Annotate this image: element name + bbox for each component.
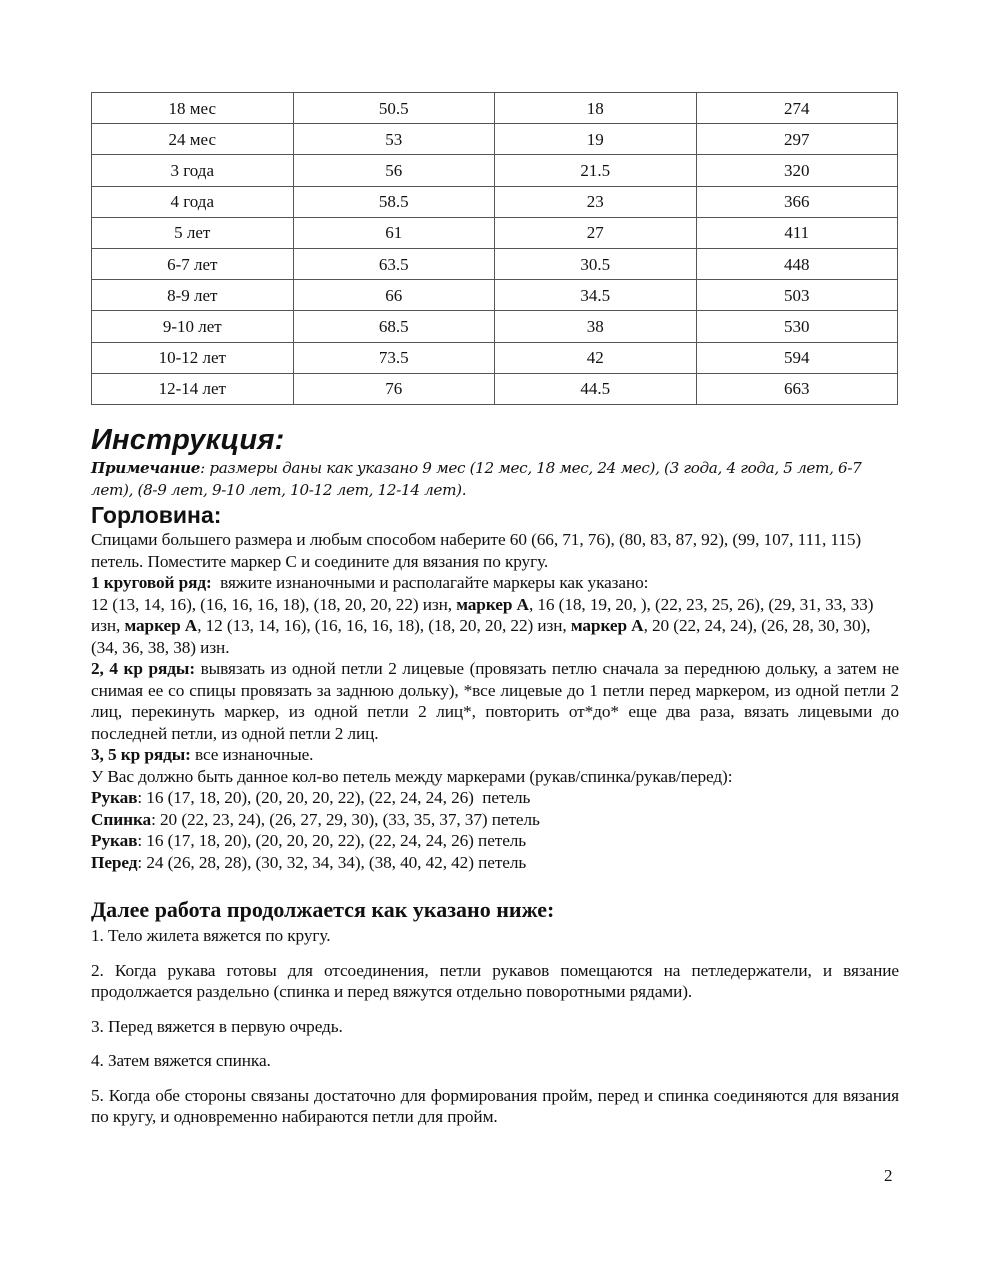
table-cell: 27 [495, 217, 697, 248]
table-cell: 24 мес [92, 124, 294, 155]
table-row [92, 124, 898, 155]
stitch-count-label: Перед [91, 852, 138, 872]
table-cell: 53 [293, 124, 495, 155]
stitch-count-label: Спинка [91, 809, 152, 829]
next-steps-title: Далее работа продолжается как указано ниже: [91, 897, 555, 922]
marker-a-label: маркер А [456, 594, 529, 614]
table-cell: 73.5 [293, 342, 495, 373]
table-row [92, 373, 898, 404]
table-cell: 594 [696, 342, 898, 373]
stitch-count-line [91, 852, 899, 874]
table-cell: 12-14 лет [92, 373, 294, 404]
table-cell: 3 года [92, 155, 294, 186]
table-cell: 76 [293, 373, 495, 404]
neckline-title: Горловина: [91, 502, 222, 528]
table-cell: 19 [495, 124, 697, 155]
stitch-count-value: : 16 (17, 18, 20), (20, 20, 20, 22), (22, 24, 24, 26) петель [137, 788, 531, 807]
rounds-3-5-label: 3, 5 кр ряды: [91, 745, 191, 764]
table-cell: 4 года [92, 186, 294, 217]
round-1-label: 1 круговой ряд: [91, 573, 212, 592]
stitch-counts [91, 787, 899, 873]
table-cell: 44.5 [495, 373, 697, 404]
table-cell: 530 [696, 311, 898, 342]
table-cell: 30.5 [495, 248, 697, 279]
table-cell: 5 лет [92, 217, 294, 248]
instructions-title: Инструкция: [91, 424, 285, 456]
table-cell: 21.5 [495, 155, 697, 186]
rounds-2-4 [91, 658, 899, 744]
seq-part: 12 (13, 14, 16), (16, 16, 16, 18), (18, 20, 20, 22) изн, [91, 594, 457, 614]
table-cell: 23 [495, 186, 697, 217]
table-cell: 66 [293, 280, 495, 311]
table-cell: 18 [495, 93, 697, 124]
table-cell: 68.5 [293, 311, 495, 342]
note-label: Примечание [91, 459, 201, 477]
table-row [92, 311, 898, 342]
table-cell: 56 [293, 155, 495, 186]
stitch-count-line [91, 830, 899, 852]
list-item: 1. Тело жилета вяжется по кругу. [91, 926, 331, 945]
seq-part: , 12 (13, 14, 16), (16, 16, 16, 18), (18, 20, 20, 22) изн, [197, 616, 571, 635]
round-1-text: вяжите изнаночными и располагайте маркеры как указано: [211, 573, 649, 592]
table-cell: 42 [495, 342, 697, 373]
note-text: : размеры даны как указано 9 мес (12 мес, 18 мес, 24 мес), (3 года, 4 года, 5 лет, 6-7 лет), (8-9 лет, 9-10 лет, 10-12 лет, 12-14 лет). [91, 459, 862, 499]
table-row [92, 155, 898, 186]
size-table-body [92, 93, 898, 405]
rounds-3-5 [91, 744, 899, 766]
size-table [91, 92, 898, 405]
marker-a-label: маркер А [124, 616, 198, 635]
cast-on-text: Спицами большего размера и любым способом наберите 60 (66, 71, 76), (80, 83, 87, 92), (99, 107, 111, 115) петель. Поместите маркер С и соедините для вязания по кругу. [91, 530, 862, 571]
table-cell: 61 [293, 217, 495, 248]
table-cell: 274 [696, 93, 898, 124]
table-row [92, 342, 898, 373]
table-cell: 9-10 лет [92, 311, 294, 342]
marker-a-label: маркер А [570, 616, 644, 635]
list-item: 4. Затем вяжется спинка. [91, 1051, 271, 1070]
list-item: 2. Когда рукава готовы для отсоединения, петли рукавов помещаются на петледержатели, и вязание продолжается раздельно (спинка и перед вяжутся отдельно поворотными рядами). [91, 960, 899, 1001]
table-cell: 320 [696, 155, 898, 186]
next-steps-list [91, 925, 899, 1128]
stitch-count-value: : 16 (17, 18, 20), (20, 20, 20, 22), (22, 24, 24, 26) петель [137, 831, 527, 850]
table-row [92, 248, 898, 279]
table-cell: 63.5 [293, 248, 495, 279]
rounds-2-4-label: 2, 4 кр ряды: [91, 659, 195, 678]
stitch-count-label: Рукав [91, 788, 138, 807]
stitch-count-value: : 24 (26, 28, 28), (30, 32, 34, 34), (38, 40, 42, 42) петель [137, 852, 527, 872]
table-cell: 58.5 [293, 186, 495, 217]
list-item: 3. Перед вяжется в первую очредь. [91, 1016, 343, 1036]
table-cell: 6-7 лет [92, 248, 294, 279]
table-cell: 411 [696, 217, 898, 248]
sizes-note [91, 457, 899, 501]
table-row [92, 93, 898, 124]
table-cell: 297 [696, 124, 898, 155]
instructions-section [91, 423, 899, 1141]
round-1-sequence [91, 594, 899, 659]
table-cell: 10-12 лет [92, 342, 294, 373]
table-cell: 18 мес [92, 93, 294, 124]
page-number: 2 [884, 1166, 893, 1185]
stitch-count-label: Рукав [91, 831, 138, 850]
table-cell: 503 [696, 280, 898, 311]
table-cell: 34.5 [495, 280, 697, 311]
table-row [92, 217, 898, 248]
seq-part: , 16 (18, 19, 20, ), (22, 23, 25, 26), (29, 31, 33, 33) изн, [91, 594, 874, 635]
table-cell: 448 [696, 248, 898, 279]
table-cell: 663 [696, 373, 898, 404]
rounds-3-5-text: все изнаночные. [190, 745, 314, 764]
table-row [92, 186, 898, 217]
stitch-count-line [91, 809, 899, 831]
table-row [92, 280, 898, 311]
round-1-line [91, 572, 899, 594]
table-cell: 50.5 [293, 93, 495, 124]
list-item: 5. Когда обе стороны связаны достаточно для формирования пройм, перед и спинка соединяются для вязания по кругу, и одновременно набираются петли для пройм. [91, 1085, 899, 1126]
table-cell: 38 [495, 311, 697, 342]
stitch-count-value: : 20 (22, 23, 24), (26, 27, 29, 30), (33, 35, 37, 37) петель [151, 809, 540, 829]
stitch-count-line [91, 787, 899, 809]
table-cell: 366 [696, 186, 898, 217]
seq-part: , 20 (22, 24, 24), (26, 28, 30, 30), (34, 36, 38, 38) изн. [91, 616, 871, 657]
table-cell: 8-9 лет [92, 280, 294, 311]
count-intro: У Вас должно быть данное кол-во петель между маркерами (рукав/спинка/рукав/перед): [91, 766, 733, 786]
rounds-2-4-text: вывязать из одной петли 2 лицевые (провязать петлю сначала за переднюю дольку, а затем не снимая ее со спицы провязать за заднюю дольку), *все лицевые до 1 петли перед маркером, из одной петли 2 лиц, перекинуть маркер, из одной петли 2 лиц*, повторить от*до* еще два раза, вязать лицевыми до последней петли, из одной петли 2 лиц. [91, 659, 900, 743]
